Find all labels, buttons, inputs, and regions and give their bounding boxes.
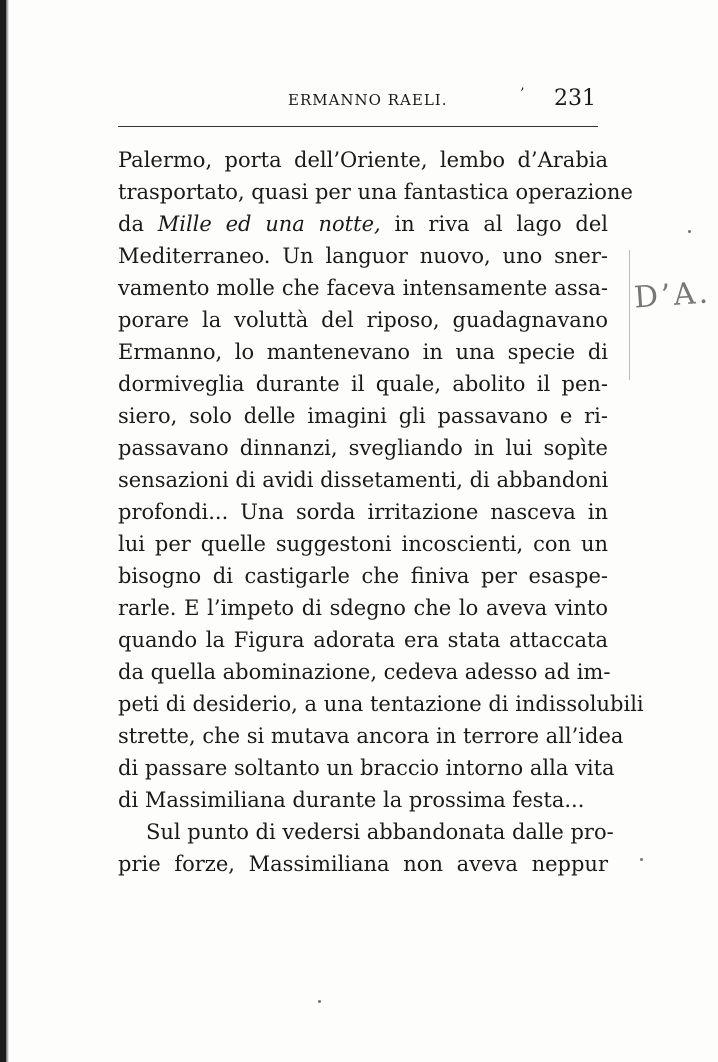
text-line: Ermanno, lo mantenevano in una specie di: [118, 340, 608, 364]
running-head: [118, 88, 598, 116]
text-line: rarle. E l’impeto di sdegno che lo aveva vinto: [118, 596, 608, 620]
text-line: Palermo, porta dell’Oriente, lembo d’Arabia: [118, 148, 608, 172]
text-line: trasportato, quasi per una fantastica operazione: [118, 180, 633, 204]
text-line: lui per quelle suggestoni incoscienti, con un: [118, 532, 608, 556]
text-line: siero, solo delle imagini gli passavano e ri-: [118, 404, 608, 428]
page-number: 231: [554, 86, 596, 111]
paragraph-start-line: Sul punto di vedersi abbandonata dalle pro-: [146, 820, 614, 844]
body-text: [118, 144, 644, 880]
running-title: ERMANNO RAELI.: [288, 91, 448, 109]
text-line: di passare soltanto un braccio intorno alla vita: [118, 756, 615, 780]
text-fragment: in riva al lago del: [394, 212, 608, 236]
text-line-with-italic: [118, 208, 608, 240]
margin-bracket: [619, 250, 630, 380]
header-tick-mark: ’: [520, 86, 525, 102]
handwritten-margin-note: D’A.: [632, 275, 712, 316]
text-line: prie forze, Massimiliana non aveva neppur: [118, 852, 608, 876]
speck: [640, 858, 643, 861]
speck: [688, 230, 691, 233]
text-line: bisogno di castigarle che finiva per esaspe-: [118, 564, 608, 588]
text-line: da quella abominazione, cedeva adesso ad im-: [118, 660, 611, 684]
text-line: vamento molle che faceva intensamente assa-: [118, 276, 608, 300]
paragraph-end-line: di Massimiliana durante la prossima festa...: [118, 788, 585, 812]
italic-title: Mille ed una notte,: [157, 212, 381, 236]
text-line: Mediterraneo. Un languor nuovo, uno sner-: [118, 244, 608, 268]
text-line: porare la voluttà del riposo, guadagnavano: [118, 308, 608, 332]
text-fragment: da: [118, 212, 144, 236]
header-rule: [118, 126, 598, 127]
text-line: sensazioni di avidi dissetamenti, di abbandoni: [118, 468, 609, 492]
text-line: profondi... Una sorda irritazione nasceva in: [118, 500, 608, 524]
speck: [318, 1000, 321, 1003]
text-line: peti di desiderio, a una tentazione di indissolubili: [118, 692, 644, 716]
text-line: passavano dinnanzi, svegliando in lui sopìte: [118, 436, 608, 460]
text-line: strette, che si mutava ancora in terrore all’idea: [118, 724, 624, 748]
text-line: quando la Figura adorata era stata attaccata: [118, 628, 608, 652]
text-line: dormiveglia durante il quale, abolito il pen-: [118, 372, 608, 396]
binding-shadow: [6, 0, 9, 1062]
